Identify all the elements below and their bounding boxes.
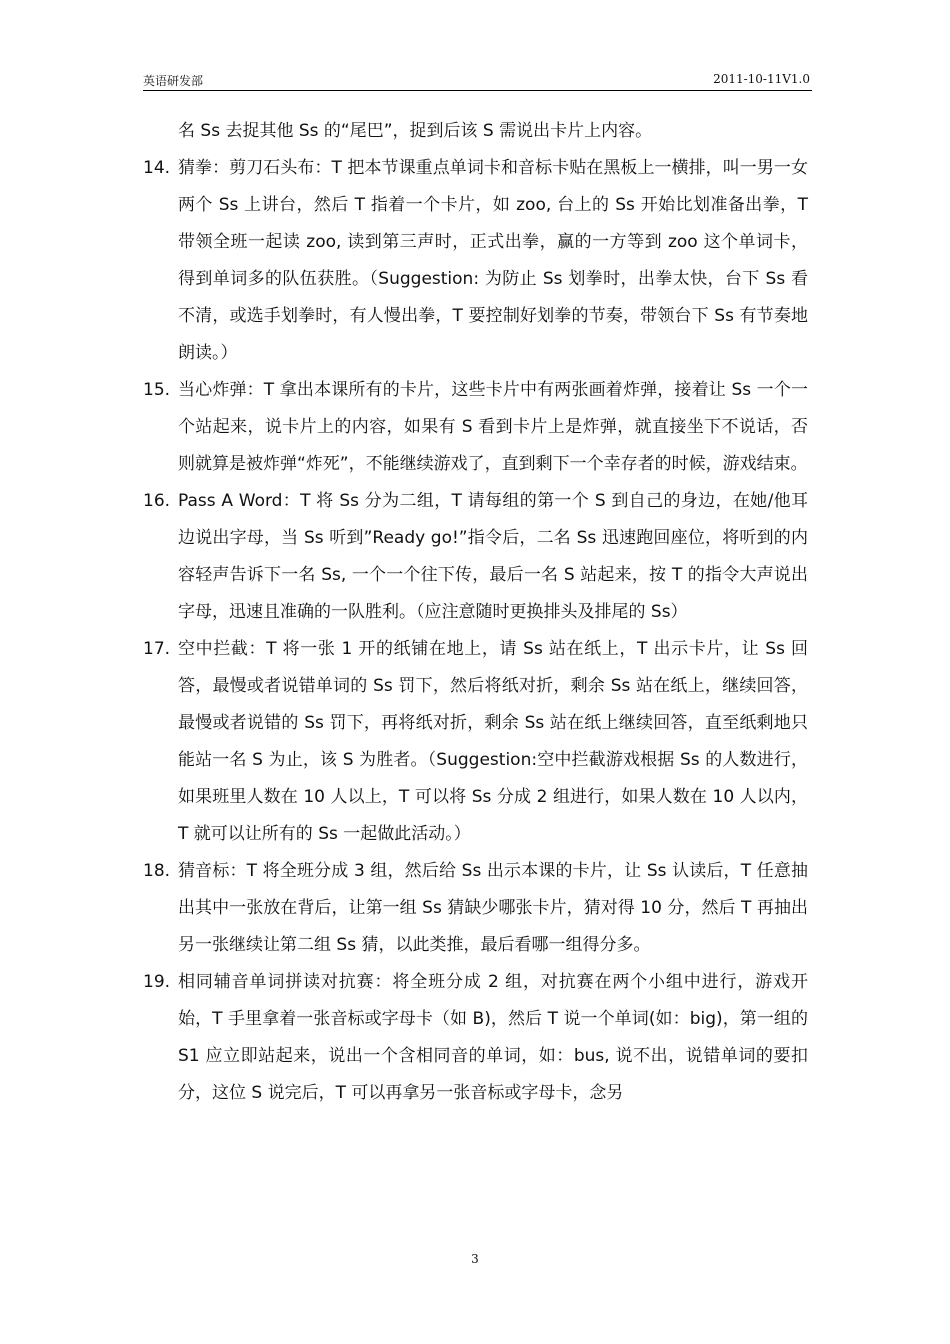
page-number: 3 [471,1252,479,1266]
list-item [143,853,808,964]
item-text: 相同辅音单词拼读对抗赛：将全班分成 2 组，对抗赛在两个小组中进行，游戏开始，T 手里拿着一张音标或字母卡（如 B)，然后 T 说一个单词(如：big)，第一组的 S1 应立即站起来，说出一个含相同音的单词，如：bus, 说不出，说错单词的要扣分，这位 S 说完后，T 可以再拿另一张音标或字母卡，念另 [178,972,808,1103]
item-number: 16. [143,491,171,511]
item-number: 14. [143,158,171,178]
page-footer [0,1252,950,1266]
list-item [143,372,808,483]
item-number: 19. [143,972,171,992]
header-divider [143,90,812,91]
item-text: 名 Ss 去捉其他 Ss 的“尾巴”，捉到后该 S 需说出卡片上内容。 [178,121,653,141]
item-number: 18. [143,861,171,881]
item-number: 17. [143,639,171,659]
list-item [143,150,808,372]
item-text: 空中拦截：T 将一张 1 开的纸铺在地上，请 Ss 站在纸上，T 出示卡片，让 Ss 回答，最慢或者说错单词的 Ss 罚下，然后将纸对折，剩余 Ss 站在纸上，继续回答，最慢或者说错的 Ss 罚下，再将纸对折，剩余 Ss 站在纸上继续回答，直至纸剩地只能站一名 S 为止，该 S 为胜者。（Suggestion:空中拦截游戏根据 Ss 的人数进行，如果班里人数在 10 人以上，T 可以将 Ss 分成 2 组进行，如果人数在 10 人以内，T 就可以让所有的 Ss 一起做此活动。） [178,639,808,844]
item-number: 15. [143,380,171,400]
list-item [143,483,808,631]
page-header [143,72,810,92]
item-text: 猜音标：T 将全班分成 3 组，然后给 Ss 出示本课的卡片，让 Ss 认读后，T 任意抽出其中一张放在背后，让第一组 Ss 猜缺少哪张卡片，猜对得 10 分，然后 T 再抽出另一张继续让第二组 Ss 猜，以此类推，最后看哪一组得分多。 [178,861,808,955]
list-item [143,964,808,1112]
item-text: Pass A Word：T 将 Ss 分为二组，T 请每组的第一个 S 到自己的身边，在她/他耳边说出字母，当 Ss 听到”Ready go!”指令后，二名 Ss 迅速跑回座位，将听到的内容轻声告诉下一名 Ss, 一个一个往下传，最后一名 S 站起来，按 T 的指令大声说出字母，迅速且准确的一队胜利。（应注意随时更换排头及排尾的 Ss） [178,491,808,622]
header-version-date: 2011-10-11V1.0 [713,72,810,86]
list-item [143,631,808,853]
document-body [143,113,808,1112]
header-department: 英语研发部 [143,74,204,88]
list-item [143,113,808,150]
item-text: 猜拳：剪刀石头布：T 把本节课重点单词卡和音标卡贴在黑板上一横排，叫一男一女两个 Ss 上讲台，然后 T 指着一个卡片，如 zoo, 台上的 Ss 开始比划准备出拳，T 带领全班一起读 zoo, 读到第三声时，正式出拳，赢的一方等到 zoo 这个单词卡，得到单词多的队伍获胜。（Suggestion: 为防止 Ss 划拳时，出拳太快，台下 Ss 看不清，或选手划拳时，有人慢出拳，T 要控制好划拳的节奏，带领台下 Ss 有节奏地朗读。） [178,158,808,363]
item-text: 当心炸弹：T 拿出本课所有的卡片，这些卡片中有两张画着炸弹，接着让 Ss 一个一个站起来，说卡片上的内容，如果有 S 看到卡片上是炸弹，就直接坐下不说话，否则就算是被炸弹“炸死”，不能继续游戏了，直到剩下一个幸存者的时候，游戏结束。 [178,380,808,474]
